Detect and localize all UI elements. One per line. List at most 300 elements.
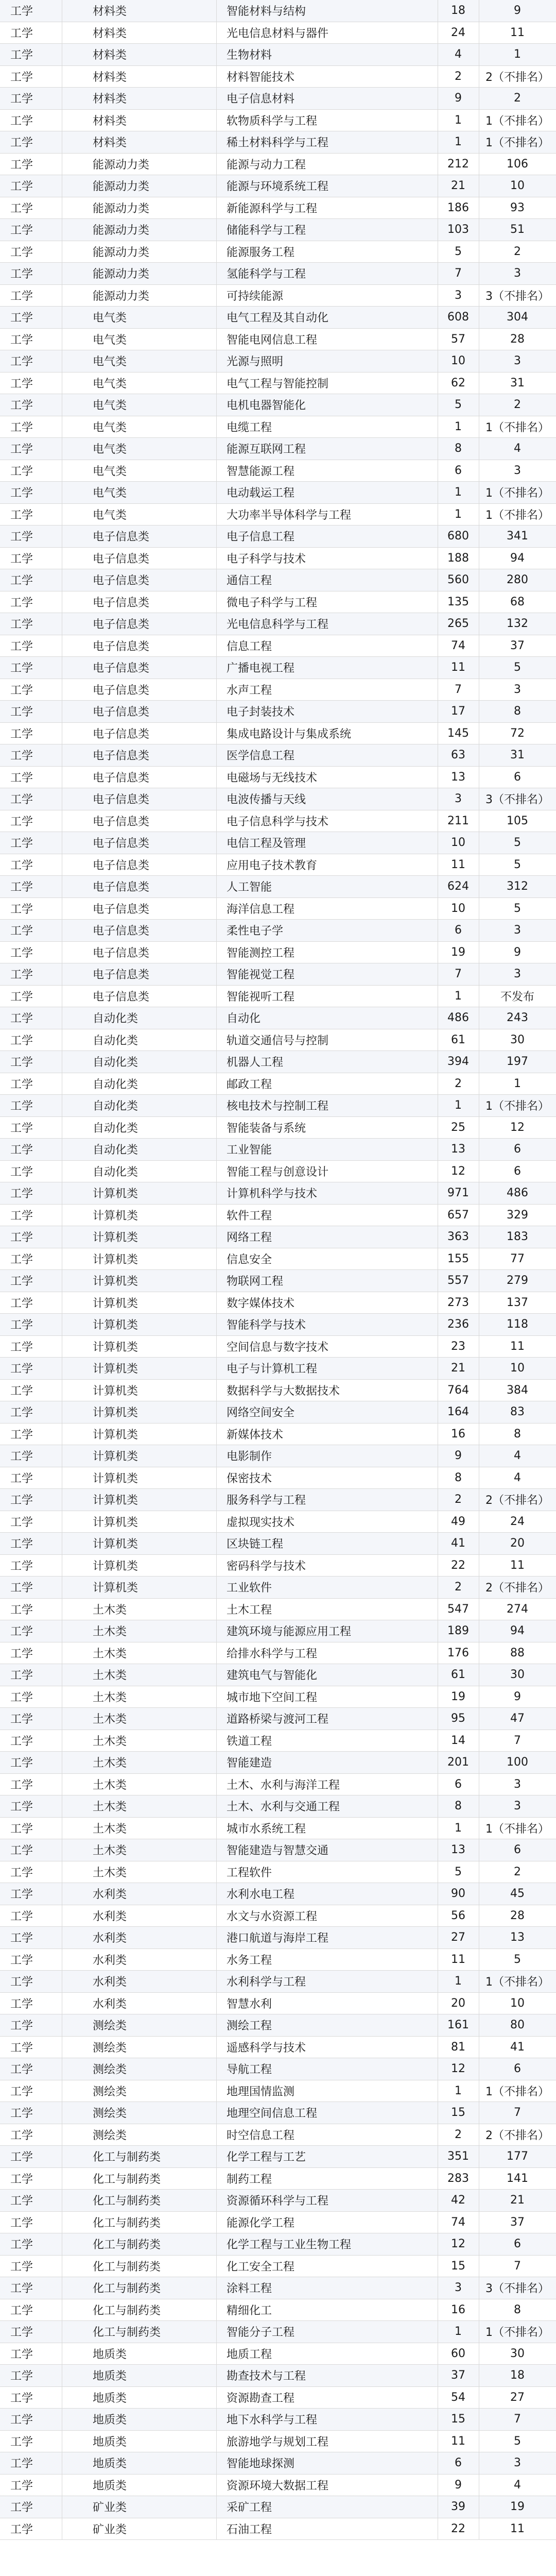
rank-cell: 94: [510, 551, 525, 565]
count-cell: 7: [455, 968, 462, 981]
table-row: [0, 2452, 556, 2475]
category-cell: 电子信息类: [93, 727, 150, 741]
count-cell: 2: [455, 2128, 462, 2141]
rank-cell: 8: [514, 2303, 521, 2316]
count-cell: 13: [451, 1843, 465, 1857]
discipline-cell: 工学: [10, 333, 33, 347]
discipline-cell: 工学: [10, 1231, 33, 1245]
table-row: [0, 744, 556, 767]
rank-cell: 3（不排名）: [485, 290, 549, 303]
table-row: [0, 1226, 556, 1248]
category-cell: 电子信息类: [93, 793, 150, 807]
count-cell: 18: [451, 4, 465, 18]
table-row: [0, 1752, 556, 1774]
count-cell: 8: [455, 442, 462, 455]
rank-cell: 80: [510, 2019, 525, 2032]
table-row: [0, 2496, 556, 2518]
discipline-cell: 工学: [10, 1778, 33, 1792]
major-name-cell: 地理空间信息工程: [227, 2107, 318, 2121]
rank-cell: 5: [514, 858, 521, 871]
count-cell: 17: [451, 705, 465, 718]
table-row: [0, 1489, 556, 1511]
category-cell: 地质类: [93, 2370, 127, 2383]
discipline-cell: 工学: [10, 137, 33, 150]
rank-cell: 243: [507, 1011, 528, 1025]
category-cell: 能源动力类: [93, 158, 150, 172]
count-cell: 42: [451, 2194, 465, 2207]
table-row: [0, 110, 556, 132]
count-cell: 12: [451, 2238, 465, 2251]
major-name-cell: 电子科学与技术: [227, 552, 306, 566]
count-cell: 95: [451, 1712, 465, 1725]
discipline-cell: 工学: [10, 1034, 33, 1047]
discipline-cell: 工学: [10, 1319, 33, 1332]
category-cell: 材料类: [93, 114, 127, 128]
discipline-cell: 工学: [10, 2370, 33, 2383]
count-cell: 5: [455, 1865, 462, 1878]
discipline-cell: 工学: [10, 815, 33, 828]
major-name-cell: 新媒体技术: [227, 1428, 284, 1442]
count-cell: 37: [451, 2369, 465, 2382]
count-cell: 1: [455, 113, 462, 127]
category-cell: 电气类: [93, 377, 127, 391]
major-name-cell: 网络空间安全: [227, 1406, 295, 1420]
category-cell: 计算机类: [93, 1319, 138, 1332]
major-name-cell: 电气工程与智能控制: [227, 377, 329, 391]
table-row: [0, 350, 556, 372]
table-row: [0, 1117, 556, 1139]
rank-cell: 384: [507, 1383, 528, 1397]
table-row: [0, 2146, 556, 2168]
discipline-cell: 工学: [10, 246, 33, 259]
discipline-cell: 工学: [10, 596, 33, 609]
category-cell: 电气类: [93, 465, 127, 478]
category-cell: 电子信息类: [93, 925, 150, 938]
discipline-cell: 工学: [10, 509, 33, 522]
rank-cell: 10: [510, 1362, 525, 1375]
discipline-cell: 工学: [10, 290, 33, 303]
category-cell: 化工与制药类: [93, 2326, 161, 2340]
major-name-cell: 氢能科学与工程: [227, 268, 306, 281]
discipline-cell: 工学: [10, 2523, 33, 2536]
major-name-cell: 智能分子工程: [227, 2326, 295, 2340]
category-cell: 电气类: [93, 443, 127, 456]
table-row: [0, 329, 556, 351]
discipline-cell: 工学: [10, 1932, 33, 1945]
discipline-cell: 工学: [10, 793, 33, 807]
major-name-cell: 地理国情监测: [227, 2085, 295, 2098]
discipline-cell: 工学: [10, 1078, 33, 1091]
table-row: [0, 963, 556, 986]
major-name-cell: 土木、水利与交通工程: [227, 1801, 340, 1814]
major-name-cell: 遥感科学与技术: [227, 2041, 306, 2055]
rank-cell: 1（不排名）: [485, 1976, 549, 1989]
discipline-cell: 工学: [10, 49, 33, 62]
rank-cell: 118: [507, 1318, 528, 1331]
count-cell: 11: [451, 661, 465, 674]
rank-cell: 329: [507, 1208, 528, 1222]
count-cell: 21: [451, 179, 465, 193]
count-cell: 20: [451, 1996, 465, 2010]
count-cell: 39: [451, 2500, 465, 2514]
category-cell: 水利类: [93, 1932, 127, 1945]
major-name-cell: 轨道交通信号与控制: [227, 1034, 329, 1047]
discipline-cell: 工学: [10, 1209, 33, 1223]
table-row: [0, 1730, 556, 1752]
major-name-cell: 服务科学与工程: [227, 1494, 306, 1507]
rank-cell: 9: [514, 945, 521, 959]
category-cell: 电子信息类: [93, 531, 150, 544]
category-cell: 土木类: [93, 1647, 127, 1660]
discipline-cell: 工学: [10, 684, 33, 697]
category-cell: 地质类: [93, 2348, 127, 2361]
count-cell: 486: [447, 1011, 469, 1025]
count-cell: 161: [447, 2019, 469, 2032]
category-cell: 计算机类: [93, 1275, 138, 1289]
discipline-cell: 工学: [10, 2129, 33, 2142]
major-name-cell: 电气工程及其自动化: [227, 312, 329, 325]
rank-cell: 5: [514, 661, 521, 674]
table-row: [0, 2058, 556, 2080]
category-cell: 土木类: [93, 1778, 127, 1792]
rank-cell: 2: [514, 1865, 521, 1878]
count-cell: 2: [455, 1077, 462, 1090]
major-name-cell: 空间信息与数字技术: [227, 1341, 329, 1354]
major-name-cell: 水文与水资源工程: [227, 1910, 318, 1923]
category-cell: 土木类: [93, 1801, 127, 1814]
discipline-cell: 工学: [10, 1538, 33, 1551]
category-cell: 电子信息类: [93, 815, 150, 828]
major-name-cell: 化学工程与工艺: [227, 2151, 306, 2164]
count-cell: 1: [455, 486, 462, 499]
discipline-cell: 工学: [10, 114, 33, 128]
count-cell: 273: [447, 1296, 469, 1309]
category-cell: 电子信息类: [93, 574, 150, 588]
table-row: [0, 942, 556, 964]
category-cell: 材料类: [93, 93, 127, 106]
count-cell: 608: [447, 311, 469, 324]
rank-cell: 3: [514, 267, 521, 280]
table-row: [0, 1993, 556, 2015]
discipline-cell: 工学: [10, 1122, 33, 1135]
major-name-cell: 建筑电气与智能化: [227, 1669, 318, 1683]
major-name-cell: 工业智能: [227, 1144, 272, 1157]
table-row: [0, 1599, 556, 1621]
table-row: [0, 307, 556, 329]
count-cell: 22: [451, 1558, 465, 1572]
table-row: [0, 44, 556, 66]
discipline-cell: 工学: [10, 1757, 33, 1770]
major-name-cell: 软物质科学与工程: [227, 114, 318, 128]
count-cell: 103: [447, 223, 469, 236]
category-cell: 地质类: [93, 2414, 127, 2427]
table-row: [0, 1555, 556, 1577]
category-cell: 土木类: [93, 1603, 127, 1617]
discipline-cell: 工学: [10, 990, 33, 1004]
major-name-cell: 保密技术: [227, 1472, 272, 1485]
rank-cell: 3: [514, 2456, 521, 2470]
table-row: [0, 1007, 556, 1029]
table-row: [0, 1051, 556, 1073]
major-name-cell: 电机电器智能化: [227, 399, 306, 413]
major-name-cell: 电波传播与天线: [227, 793, 306, 807]
major-name-cell: 数据科学与大数据技术: [227, 1384, 340, 1398]
major-name-cell: 智能工程与创意设计: [227, 1165, 329, 1179]
discipline-cell: 工学: [10, 1603, 33, 1617]
count-cell: 145: [447, 726, 469, 740]
rank-cell: 304: [507, 311, 528, 324]
table-row: [0, 1073, 556, 1095]
discipline-cell: 工学: [10, 1516, 33, 1529]
discipline-cell: 工学: [10, 312, 33, 325]
count-cell: 211: [447, 814, 469, 827]
discipline-cell: 工学: [10, 1997, 33, 2011]
column-divider: [216, 0, 217, 2540]
discipline-cell: 工学: [10, 618, 33, 632]
discipline-cell: 工学: [10, 1384, 33, 1398]
table-row: [0, 2014, 556, 2037]
discipline-cell: 工学: [10, 2063, 33, 2077]
table-row: [0, 723, 556, 745]
count-cell: 1: [455, 1099, 462, 1112]
discipline-cell: 工学: [10, 5, 33, 19]
count-cell: 201: [447, 1756, 469, 1769]
count-cell: 6: [455, 464, 462, 477]
count-cell: 7: [455, 683, 462, 696]
category-cell: 电气类: [93, 509, 127, 522]
discipline-cell: 工学: [10, 180, 33, 194]
table-row: [0, 2212, 556, 2234]
category-cell: 化工与制药类: [93, 2195, 161, 2208]
major-name-cell: 光电信息科学与工程: [227, 618, 329, 632]
rank-cell: 8: [514, 705, 521, 718]
count-cell: 11: [451, 2434, 465, 2448]
major-name-cell: 储能科学与工程: [227, 224, 306, 238]
major-name-cell: 铁道工程: [227, 1735, 272, 1748]
rank-cell: 68: [510, 595, 525, 608]
major-name-cell: 网络工程: [227, 1231, 272, 1245]
discipline-cell: 工学: [10, 2458, 33, 2471]
table-row: [0, 1708, 556, 1730]
category-cell: 计算机类: [93, 1363, 138, 1376]
major-name-cell: 智能地球探测: [227, 2458, 295, 2471]
table-row: [0, 1839, 556, 1861]
count-cell: 155: [447, 1252, 469, 1265]
category-cell: 电子信息类: [93, 990, 150, 1004]
discipline-cell: 工学: [10, 1012, 33, 1026]
discipline-cell: 工学: [10, 1822, 33, 1836]
major-name-cell: 能源服务工程: [227, 246, 295, 259]
major-name-cell: 电子与计算机工程: [227, 1363, 318, 1376]
table-row: [0, 679, 556, 701]
table-row: [0, 1139, 556, 1161]
major-name-cell: 城市水系统工程: [227, 1822, 306, 1836]
count-cell: 1: [455, 507, 462, 521]
count-cell: 283: [447, 2172, 469, 2185]
category-cell: 电子信息类: [93, 771, 150, 785]
discipline-cell: 工学: [10, 2085, 33, 2098]
rank-cell: 7: [514, 2259, 521, 2273]
major-name-cell: 测绘工程: [227, 2020, 272, 2033]
discipline-cell: 工学: [10, 1691, 33, 1704]
count-cell: 212: [447, 157, 469, 171]
major-name-cell: 能源与环境系统工程: [227, 180, 329, 194]
category-cell: 测绘类: [93, 2063, 127, 2077]
discipline-cell: 工学: [10, 1954, 33, 1967]
count-cell: 11: [451, 1953, 465, 1966]
category-cell: 化工与制药类: [93, 2173, 161, 2186]
rank-cell: 3: [514, 924, 521, 937]
discipline-cell: 工学: [10, 377, 33, 391]
count-cell: 16: [451, 1427, 465, 1440]
major-name-cell: 水利科学与工程: [227, 1976, 306, 1989]
major-name-cell: 智能材料与结构: [227, 5, 306, 19]
category-cell: 计算机类: [93, 1494, 138, 1507]
discipline-cell: 工学: [10, 727, 33, 741]
table-row: [0, 0, 556, 22]
major-name-cell: 软件工程: [227, 1209, 272, 1223]
rank-cell: 72: [510, 726, 525, 740]
table-row: [0, 657, 556, 679]
count-cell: 10: [451, 836, 465, 850]
rank-cell: 274: [507, 1602, 528, 1616]
rank-cell: 30: [510, 1033, 525, 1046]
category-cell: 材料类: [93, 27, 127, 40]
table-row: [0, 569, 556, 591]
category-cell: 计算机类: [93, 1560, 138, 1573]
major-name-cell: 地下水科学与工程: [227, 2414, 318, 2427]
count-cell: 7: [455, 267, 462, 280]
category-cell: 电子信息类: [93, 946, 150, 960]
table-row: [0, 1861, 556, 1884]
category-cell: 土木类: [93, 1844, 127, 1858]
major-name-cell: 智能建造与智慧交通: [227, 1844, 329, 1858]
rank-cell: 2: [514, 92, 521, 105]
discipline-cell: 工学: [10, 158, 33, 172]
discipline-cell: 工学: [10, 1625, 33, 1639]
category-cell: 能源动力类: [93, 202, 150, 215]
rank-cell: 6: [514, 1843, 521, 1857]
major-name-cell: 旅游地学与规划工程: [227, 2435, 329, 2449]
discipline-cell: 工学: [10, 946, 33, 960]
category-cell: 电气类: [93, 399, 127, 413]
category-cell: 土木类: [93, 1713, 127, 1726]
category-cell: 计算机类: [93, 1472, 138, 1485]
category-cell: 矿业类: [93, 2523, 127, 2536]
discipline-cell: 工学: [10, 1275, 33, 1289]
count-cell: 41: [451, 1537, 465, 1550]
major-name-cell: 智慧能源工程: [227, 465, 295, 478]
major-name-cell: 智能建造: [227, 1757, 272, 1770]
table-row: [0, 241, 556, 263]
rank-cell: 不发布: [500, 990, 534, 1004]
discipline-cell: 工学: [10, 2479, 33, 2493]
count-cell: 60: [451, 2347, 465, 2360]
discipline-cell: 工学: [10, 268, 33, 281]
category-cell: 电气类: [93, 333, 127, 347]
discipline-cell: 工学: [10, 1647, 33, 1660]
count-cell: 74: [451, 2215, 465, 2229]
table-row: [0, 2409, 556, 2431]
table-row: [0, 1423, 556, 1446]
count-cell: 19: [451, 945, 465, 959]
count-cell: 9: [455, 1449, 462, 1463]
rank-cell: 88: [510, 1646, 525, 1659]
rank-cell: 183: [507, 1230, 528, 1244]
table-row: [0, 1577, 556, 1599]
category-cell: 电气类: [93, 312, 127, 325]
category-cell: 电子信息类: [93, 706, 150, 719]
category-cell: 电子信息类: [93, 552, 150, 566]
major-name-cell: 稀土材料科学与工程: [227, 137, 329, 150]
discipline-cell: 工学: [10, 1735, 33, 1748]
rank-cell: 41: [510, 2040, 525, 2054]
category-cell: 化工与制药类: [93, 2216, 161, 2230]
count-cell: 8: [455, 1800, 462, 1813]
rank-cell: 141: [507, 2172, 528, 2185]
count-cell: 1: [455, 135, 462, 149]
rank-cell: 37: [510, 639, 525, 652]
count-cell: 54: [451, 2391, 465, 2404]
count-cell: 15: [451, 2106, 465, 2120]
count-cell: 11: [451, 858, 465, 871]
table-row: [0, 2387, 556, 2409]
discipline-cell: 工学: [10, 202, 33, 215]
table-row: [0, 1358, 556, 1380]
count-cell: 8: [455, 1471, 462, 1484]
count-cell: 10: [451, 354, 465, 368]
rank-cell: 11: [510, 1558, 525, 1572]
rank-cell: 279: [507, 1274, 528, 1287]
major-name-cell: 资源环境大数据工程: [227, 2479, 329, 2493]
discipline-cell: 工学: [10, 224, 33, 238]
discipline-cell: 工学: [10, 2348, 33, 2361]
table-row: [0, 2124, 556, 2146]
major-name-cell: 电子信息材料: [227, 93, 295, 106]
count-cell: 764: [447, 1383, 469, 1397]
major-name-cell: 化工安全工程: [227, 2260, 295, 2274]
table-row: [0, 1774, 556, 1796]
table-row: [0, 1336, 556, 1358]
count-cell: 15: [451, 2259, 465, 2273]
table-row: [0, 1270, 556, 1292]
table-row: [0, 2190, 556, 2212]
category-cell: 土木类: [93, 1866, 127, 1879]
major-name-cell: 虚拟现实技术: [227, 1516, 295, 1529]
count-cell: 2: [455, 1493, 462, 1506]
rank-cell: 1: [514, 1077, 521, 1090]
category-cell: 土木类: [93, 1625, 127, 1639]
major-name-cell: 智能视觉工程: [227, 969, 295, 982]
rank-cell: 106: [507, 157, 528, 171]
count-cell: 6: [455, 2456, 462, 2470]
rank-cell: 1: [514, 48, 521, 61]
table-row: [0, 1292, 556, 1314]
count-cell: 6: [455, 1777, 462, 1791]
major-name-cell: 区块链工程: [227, 1538, 284, 1551]
discipline-cell: 工学: [10, 1582, 33, 1595]
category-cell: 电气类: [93, 487, 127, 500]
discipline-cell: 工学: [10, 2392, 33, 2405]
count-cell: 9: [455, 2478, 462, 2492]
rank-cell: 77: [510, 1252, 525, 1265]
discipline-cell: 工学: [10, 1669, 33, 1683]
count-cell: 24: [451, 26, 465, 39]
discipline-cell: 工学: [10, 1341, 33, 1354]
count-cell: 2: [455, 1581, 462, 1594]
table-row: [0, 88, 556, 110]
major-name-cell: 智能电网信息工程: [227, 333, 318, 347]
